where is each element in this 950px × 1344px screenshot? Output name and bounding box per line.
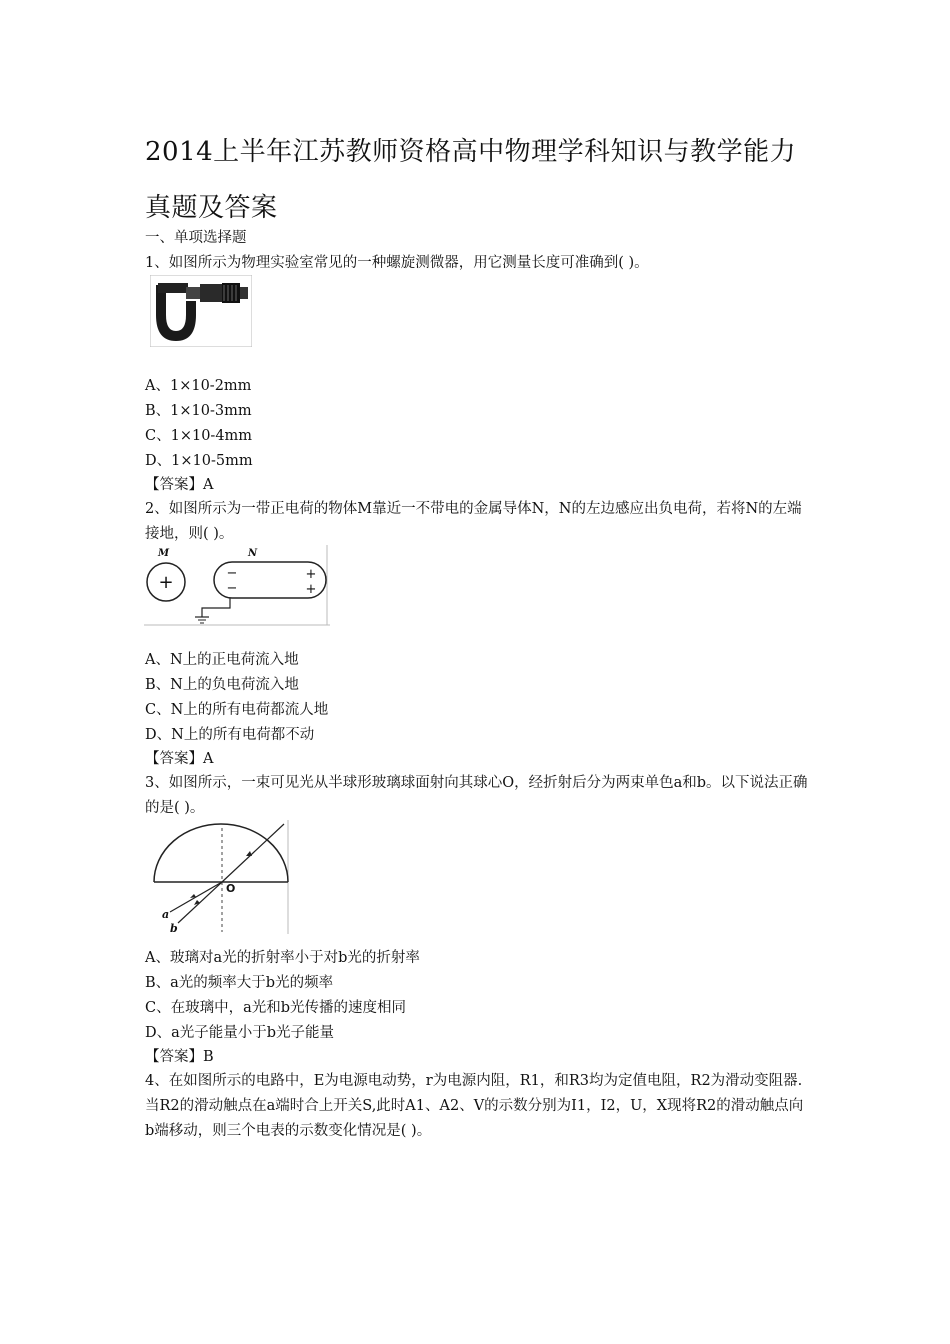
question-1-answer: 【答案】A <box>145 477 214 493</box>
document-title: 2014上半年江苏教师资格高中物理学科知识与教学能力真题及答案 <box>145 137 797 223</box>
n-minus-sign-1: − <box>226 566 238 581</box>
label-n: N <box>248 548 258 559</box>
question-1-stem: 1、如图所示为物理实验室常见的一种螺旋测微器，用它测量长度可准确到( )。 <box>145 255 649 271</box>
question-3-option-d: D、a光子能量小于b光子能量 <box>145 1025 335 1041</box>
question-4-stem: 4、在如图所示的电路中，E为电源电动势，r为电源内阻，R1，和R3均为定值电阻，R2为滑动变阻器.当R2的滑动触点在a端时合上开关S,此时A1、A2、V的示数分别为I1，I2，U，X现将R2的滑动触点向b端移动，则三个电表的示数变化情况是( )。 <box>145 1073 804 1139</box>
question-1-option-d: D、1×10-5mm <box>145 453 253 469</box>
question-2-stem: 2、如图所示为一带正电荷的物体M靠近一不带电的金属导体N，N的左边感应出负电荷，若将N的左端接地，则( )。 <box>145 501 802 542</box>
question-2-option-c: C、N上的所有电荷都流人地 <box>145 702 329 718</box>
n-plus-sign-2: + <box>305 582 317 597</box>
n-plus-sign-1: + <box>305 567 317 582</box>
question-3-option-a: A、玻璃对a光的折射率小于对b光的折射率 <box>145 950 420 966</box>
m-plus-sign: + <box>158 572 174 593</box>
question-1-option-c: C、1×10-4mm <box>145 428 253 444</box>
label-m: M <box>158 548 170 559</box>
micrometer-figure <box>150 275 252 347</box>
ground-wire <box>202 598 230 617</box>
label-a: a <box>162 908 170 921</box>
question-2-option-a: A、N上的正电荷流入地 <box>145 652 299 668</box>
n-minus-sign-2: − <box>226 581 238 596</box>
question-2-option-b: B、N上的负电荷流入地 <box>145 677 299 693</box>
hemisphere-outline <box>154 824 288 882</box>
conductor-figure <box>144 545 330 629</box>
question-3-answer: 【答案】B <box>145 1049 214 1065</box>
label-o: O <box>226 882 236 895</box>
question-3-option-c: C、在玻璃中，a光和b光传播的速度相同 <box>145 1000 407 1016</box>
hemisphere-figure <box>148 820 292 936</box>
section-heading: 一、单项选择题 <box>145 230 247 246</box>
question-3-stem: 3、如图所示，一束可见光从半球形玻璃球面射向其球心O，经折射后分为两束单色a和b。以下说法正确的是( )。 <box>145 775 808 816</box>
question-1-option-a: A、1×10-2mm <box>145 378 252 394</box>
question-1-option-b: B、1×10-3mm <box>145 403 252 419</box>
question-2-option-d: D、N上的所有电荷都不动 <box>145 727 315 743</box>
question-2-answer: 【答案】A <box>145 751 214 767</box>
label-b: b <box>170 922 178 935</box>
question-3-option-b: B、a光的频率大于b光的频率 <box>145 975 334 991</box>
incident-ray <box>222 824 284 882</box>
ray-b <box>178 882 222 923</box>
